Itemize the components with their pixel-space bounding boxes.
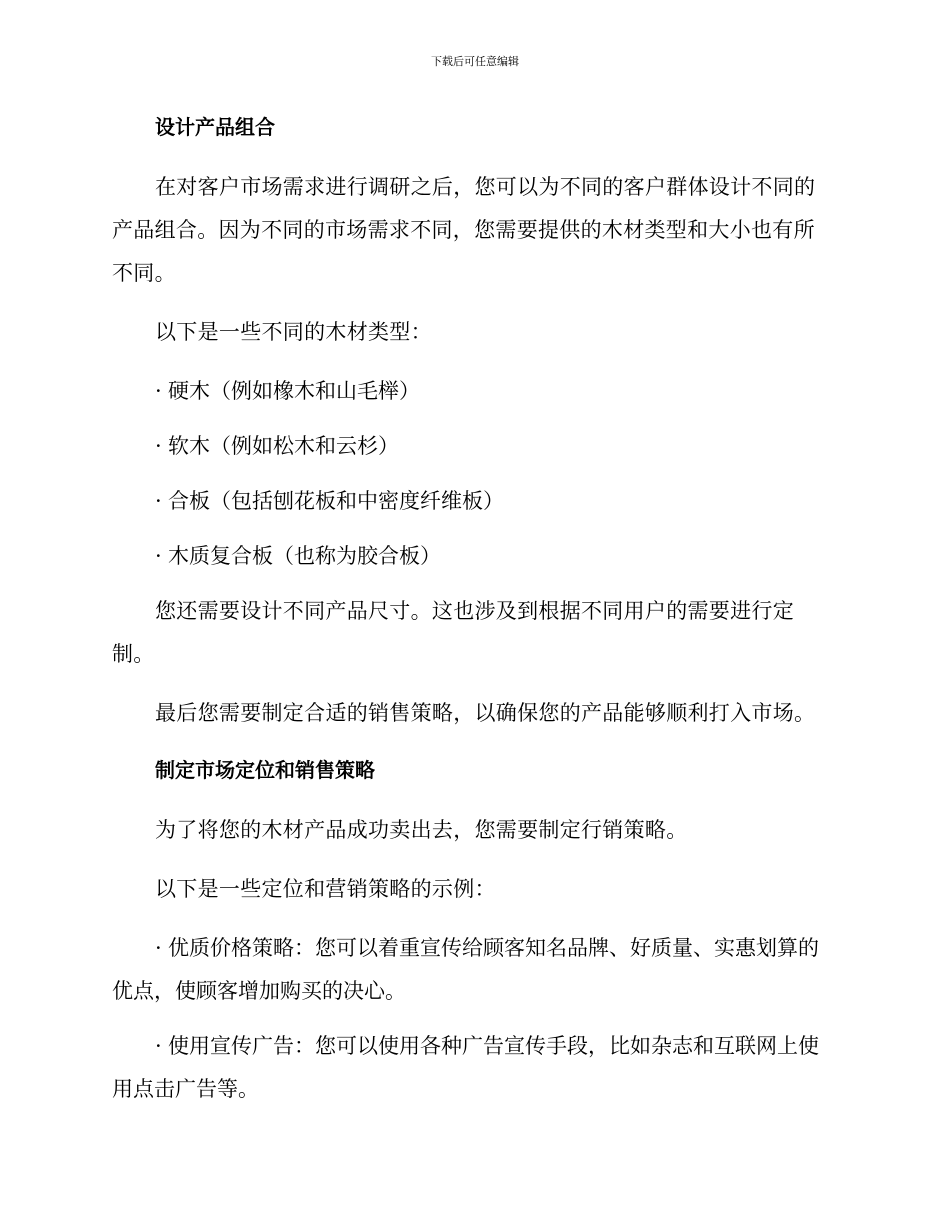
list-item-text: 优质价格策略：您可以着重宣传给顾客知名品牌、好质量、实惠划算的优点，使顾客增加购买的决心。 <box>112 936 819 1003</box>
bullet-icon: · <box>155 434 162 458</box>
list-item <box>112 535 832 578</box>
list-item-text: 使用宣传广告：您可以使用各种广告宣传手段，比如杂志和互联网上使用点击广告等。 <box>112 1034 819 1101</box>
bullet-icon: · <box>155 544 162 568</box>
list-item <box>112 480 832 523</box>
paragraph: 您还需要设计不同产品尺寸。这也涉及到根据不同用户的需要进行定制。 <box>112 599 794 666</box>
paragraph: 在对客户市场需求进行调研之后，您可以为不同的客户群体设计不同的产品组合。因为不同的市场需求不同，您需要提供的木材类型和大小也有所不同。 <box>112 175 816 285</box>
list-item-text: 木质复合板（也称为胶合板） <box>168 544 441 568</box>
list-item-text: 合板（包括刨花板和中密度纤维板） <box>168 489 504 513</box>
bullet-icon: · <box>155 1034 162 1058</box>
section-heading: 制定市场定位和销售策略 <box>155 758 375 782</box>
list-item <box>112 927 832 1013</box>
paragraph: 最后您需要制定合适的销售策略，以确保您的产品能够顺利打入市场。 <box>155 701 816 725</box>
list-item <box>112 1025 832 1111</box>
paragraph: 为了将您的木材产品成功卖出去，您需要制定行销策略。 <box>155 818 688 842</box>
section-heading: 设计产品组合 <box>155 115 275 139</box>
bullet-icon: · <box>155 379 162 403</box>
list-item-text: 硬木（例如橡木和山毛榉） <box>168 379 420 403</box>
document-body <box>112 108 832 1123</box>
page-header: 下载后可任意编辑 <box>431 55 519 68</box>
list-item-text: 软木（例如松木和云杉） <box>168 434 399 458</box>
paragraph: 以下是一些定位和营销策略的示例： <box>155 877 496 901</box>
bullet-icon: · <box>155 936 162 960</box>
bullet-icon: · <box>155 489 162 513</box>
list-item <box>112 425 832 468</box>
paragraph: 以下是一些不同的木材类型： <box>155 320 432 344</box>
list-item <box>112 370 832 413</box>
